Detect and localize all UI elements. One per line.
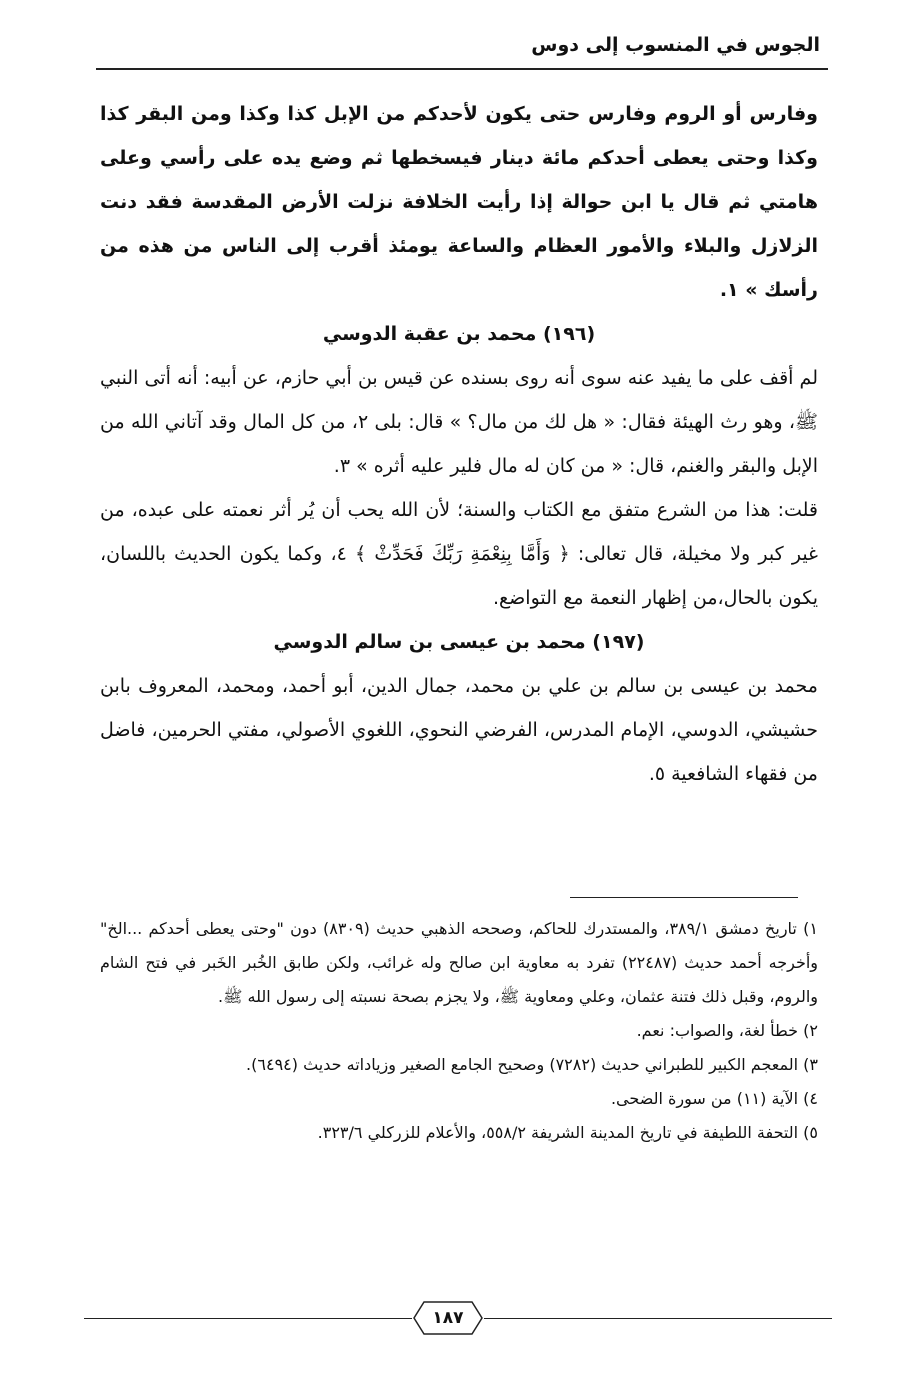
commentary-paragraph: قلت: هذا من الشرع متفق مع الكتاب والسنة؛ لأن الله يحب أن يُر أثر نعمته على عبده، من غير كبر ولا مخيلة، قال تعالى: ﴿ وَأَمَّا بِنِعْمَةِ رَبِّكَ فَحَدِّثْ ﴾ ٤، وكما يكون الحديث باللسان، يكون بالحال،من إظهار النعمة مع التواضع. [100, 499, 818, 609]
footnote-4: ٤) الآية (١١) من سورة الضحى. [610, 1089, 818, 1108]
page-number: ١٨٧ [432, 1308, 464, 1328]
footnote-5: ٥) التحفة اللطيفة في تاريخ المدينة الشريفة ٥٥٨/٢، والأعلام للزركلي ٣٢٣/٦. [317, 1123, 818, 1142]
page-number-frame [412, 1300, 484, 1336]
footnote-separator [570, 897, 798, 898]
footnote-1: ١) تاريخ دمشق ٣٨٩/١، والمستدرك للحاكم، وصححه الذهبي حديث (٨٣٠٩) دون "وحتى يعطى أحدكم ...الخ" وأخرجه أحمد حديث (٢٢٤٨٧) تفرد به معاوية ابن صالح وله غرائب، ولكن طابق الخُبر الخَبر في فتح الشام والروم، وقبل ذلك فتنة عثمان، وعلي ومعاوية ﷺ، ولا يجزم بصحة نسبته إلى رسول الله ﷺ. [100, 919, 818, 1006]
running-title: الجوس في المنسوب إلى دوس [531, 34, 820, 56]
main-text [100, 92, 818, 796]
hadith-continuation-paragraph: وفارس أو الروم وفارس حتى يكون لأحدكم من الإبل كذا وكذا ومن البقر كذا وكذا وحتى يعطى أحدكم مائة دينار فيسخطها ثم وضع يده على رأسي وعلى هامتي ثم قال يا ابن حوالة إذا رأيت الخلافة نزلت الأرض المقدسة فقد دنت الزلازل والبلاء والأمور العظام والساعة يومئذ أقرب إلى الناس من هذه من رأسك » ١. [100, 103, 818, 301]
footnote-2: ٢) خطأ لغة، والصواب: نعم. [636, 1021, 818, 1040]
entry-196-heading: (١٩٦) محمد بن عقبة الدوسي [322, 323, 596, 345]
entry-197-paragraph: محمد بن عيسى بن سالم بن علي بن محمد، جمال الدين، أبو أحمد، ومحمد، المعروف بابن حشيشي، الدوسي، الإمام المدرس، الفرضي النحوي، اللغوي الأصولي، مفتي الحرمين، فاضل من فقهاء الشافعية ٥. [100, 675, 818, 785]
header-rule [96, 68, 828, 70]
entry-197-heading: (١٩٧) محمد بن عيسى بن سالم الدوسي [273, 631, 645, 653]
footnote-3: ٣) المعجم الكبير للطبراني حديث (٧٢٨٢) وصحيح الجامع الصغير وزياداته حديث (٦٤٩٤). [246, 1055, 818, 1074]
footnotes [100, 912, 818, 1150]
entry-196-paragraph: لم أقف على ما يفيد عنه سوى أنه روى بسنده عن قيس بن أبي حازم، عن أبيه: أنه أتى النبي ﷺ، وهو رث الهيئة فقال: « هل لك من مال؟ » قال: بلى ٢، من كل المال وقد آتاني الله من الإبل والبقر والغنم، قال: « من كان له مال فلير عليه أثره » ٣. [100, 367, 818, 477]
